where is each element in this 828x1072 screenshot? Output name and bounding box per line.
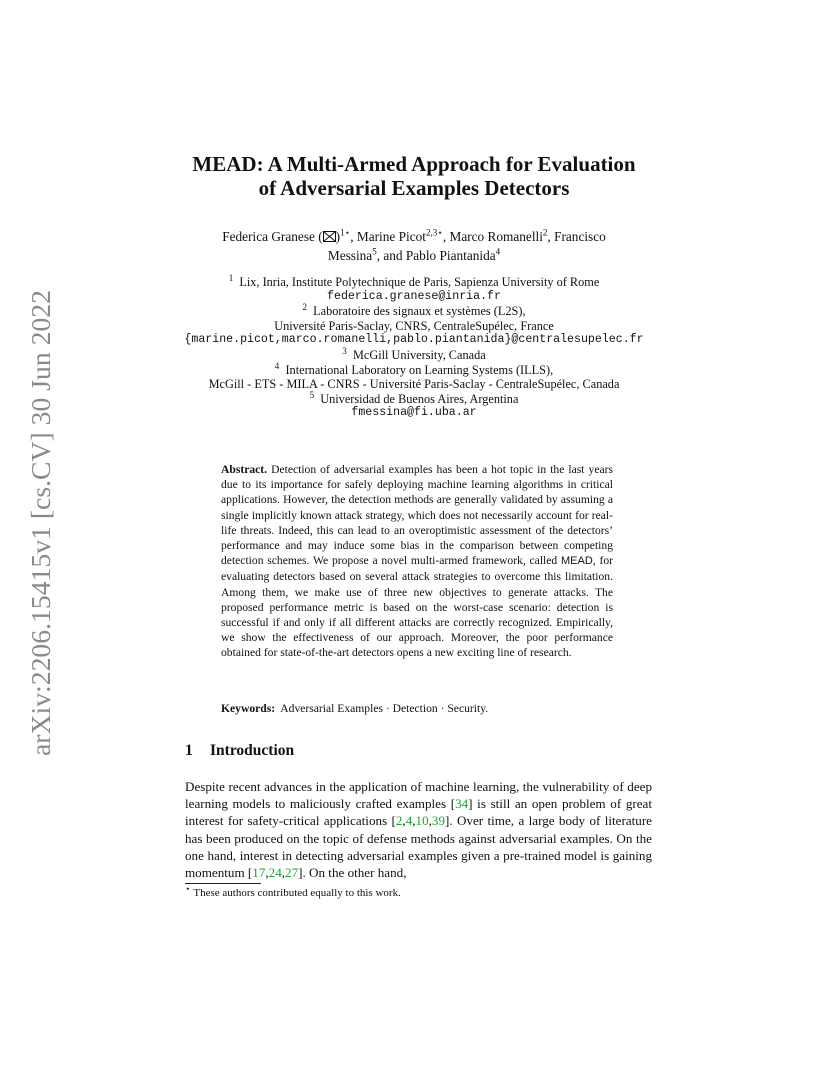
separator: , — [428, 813, 432, 829]
affiliation-number: 2 — [302, 302, 307, 313]
citation-link[interactable]: 24 — [268, 865, 282, 881]
envelope-icon — [323, 229, 336, 247]
keywords — [221, 701, 613, 716]
author-name: , Marco Romanelli — [442, 229, 543, 244]
citation-link[interactable]: 2 — [395, 813, 403, 829]
affiliation-number: 1 — [228, 272, 234, 283]
footnote-mark: ⋆ — [185, 883, 191, 894]
author-name: , and Pablo Piantanida — [376, 248, 496, 263]
section-title: Introduction — [210, 742, 295, 759]
affiliation-text: Laboratoire des signaux et systèmes (L2S), — [313, 304, 526, 319]
author-name: Messina — [327, 248, 373, 263]
affiliation-4b: McGill - ETS - MILA - CNRS - Université Paris-Saclay - CentraleSupélec, Canada — [208, 377, 620, 392]
abstract-text: Detection of adversarial examples has been a hot topic in the last years due to its importance for safely deploying machine learning algorithms in critical applications. However, the detection methods are generally validated by assuming a single implicitly known attack strategy, which does not necessarily account for real-life threats. Indeed, this can lead to an overoptimistic assessment of the detectors’ performance and may induce some bias in the comparison between competing detection schemes. We propose a novel multi-armed framework, called — [221, 463, 613, 568]
footnote — [185, 883, 401, 899]
abstract — [221, 462, 613, 661]
section-heading — [185, 742, 294, 760]
author-line-1: Federica Granese ( )$^{1⋆}$, Marine Picot$^{2,3⋆}$, Marco Romanelli$^2$, Francisco — [0, 228, 828, 247]
separator: , — [265, 865, 269, 881]
intro-paragraph — [185, 778, 652, 881]
affiliation-number: 4 — [274, 360, 280, 371]
affiliation-2 — [0, 304, 828, 319]
affiliation-3 — [0, 345, 828, 363]
abstract-label: Abstract. — [221, 463, 268, 476]
affiliation-1 — [0, 272, 828, 290]
intro-text: ] is still an open problem of great interest for safety-critical applications [ — [185, 796, 652, 829]
paper-title — [0, 152, 828, 200]
author-sup: 2 — [542, 227, 548, 238]
affiliation-text: McGill University, Canada — [352, 347, 486, 362]
title-line-2: of Adversarial Examples Detectors — [258, 176, 570, 200]
citation-link[interactable]: 27 — [285, 865, 299, 881]
affiliation-text: Lix, Inria, Institute Polytechnique de Paris, Sapienza University of Rome — [239, 275, 600, 289]
separator: , — [281, 865, 286, 881]
affiliation-number: 3 — [342, 345, 347, 356]
author-name: , Marine Picot — [350, 229, 426, 244]
author-sup: 1⋆ — [340, 227, 351, 238]
author-name: , Francisco — [547, 229, 606, 244]
keywords-text: Adversarial Examples · Detection · Security. — [280, 702, 489, 715]
citation-link[interactable]: 10 — [415, 813, 429, 829]
citation-link[interactable]: 4 — [405, 813, 413, 829]
email-2: {marine.picot,marco.romanelli,pablo.piantanida}@centralesupelec.fr — [184, 333, 644, 347]
affiliation-text: International Laboratory on Learning Systems (ILLS), — [285, 362, 554, 377]
footnote-text: These authors contributed equally to this work. — [193, 887, 401, 899]
citation-link[interactable]: 39 — [431, 813, 445, 829]
citation-link[interactable]: 17 — [252, 865, 266, 881]
separator: , — [402, 813, 406, 829]
keywords-label: Keywords: — [221, 702, 276, 715]
email-5: fmessina@fi.uba.ar — [351, 406, 477, 420]
intro-text: ]. Over time, a large body of literature has been produced on the topic of defense methods against adversarial examples. On the one hand, interest in detecting adversarial examples given a pre-trained model is gaining momentum [ — [185, 813, 652, 881]
author-line-2 — [0, 247, 828, 265]
intro-text: Despite recent advances in the application of machine learning, the vulnerability of deep learning models to maliciously crafted examples [ — [185, 779, 652, 812]
author-name: Federica Granese ( — [222, 229, 323, 244]
affiliation-text: Universidad de Buenos Aires, Argentina — [320, 391, 519, 406]
separator: , — [412, 813, 416, 829]
intro-text: ]. On the other hand, — [298, 865, 407, 881]
author-list — [0, 228, 828, 265]
citation-link[interactable]: 34 — [455, 796, 469, 812]
footnote-rule — [185, 883, 261, 884]
affiliation-number: 5 — [309, 389, 315, 400]
affiliation-2b: Université Paris-Saclay, CNRS, CentraleSupélec, France — [274, 318, 554, 333]
author-sup: 4 — [495, 246, 501, 257]
affiliation-4 — [0, 360, 828, 378]
abstract-text-cont: , for evaluating detectors based on several attack strategies to overcome this limitation. Among them, we make use of three new objectives to generate attacks. The proposed performance metric is based on the worst-case scenario: detection is successful if and only if all different attacks are correctly recognized. Empirically, we show the effectiveness of our approach. Moreover, the poor performance obtained for state-of-the-art detectors opens a new exciting line of research. — [221, 554, 613, 660]
email-1: federica.granese@inria.fr — [327, 289, 501, 303]
arxiv-stamp-text: arXiv:2206.15415v1 [cs.CV] 30 Jun 2022 — [26, 301, 56, 756]
affiliation-5 — [0, 389, 828, 407]
author-sup: 5 — [372, 246, 377, 257]
author-sup: 2,3⋆ — [425, 227, 443, 238]
title-line-1: MEAD: A Multi-Armed Approach for Evaluation — [192, 152, 636, 176]
section-number: 1 — [185, 742, 193, 759]
affiliations — [0, 272, 828, 421]
framework-name: MEAD — [561, 555, 593, 568]
